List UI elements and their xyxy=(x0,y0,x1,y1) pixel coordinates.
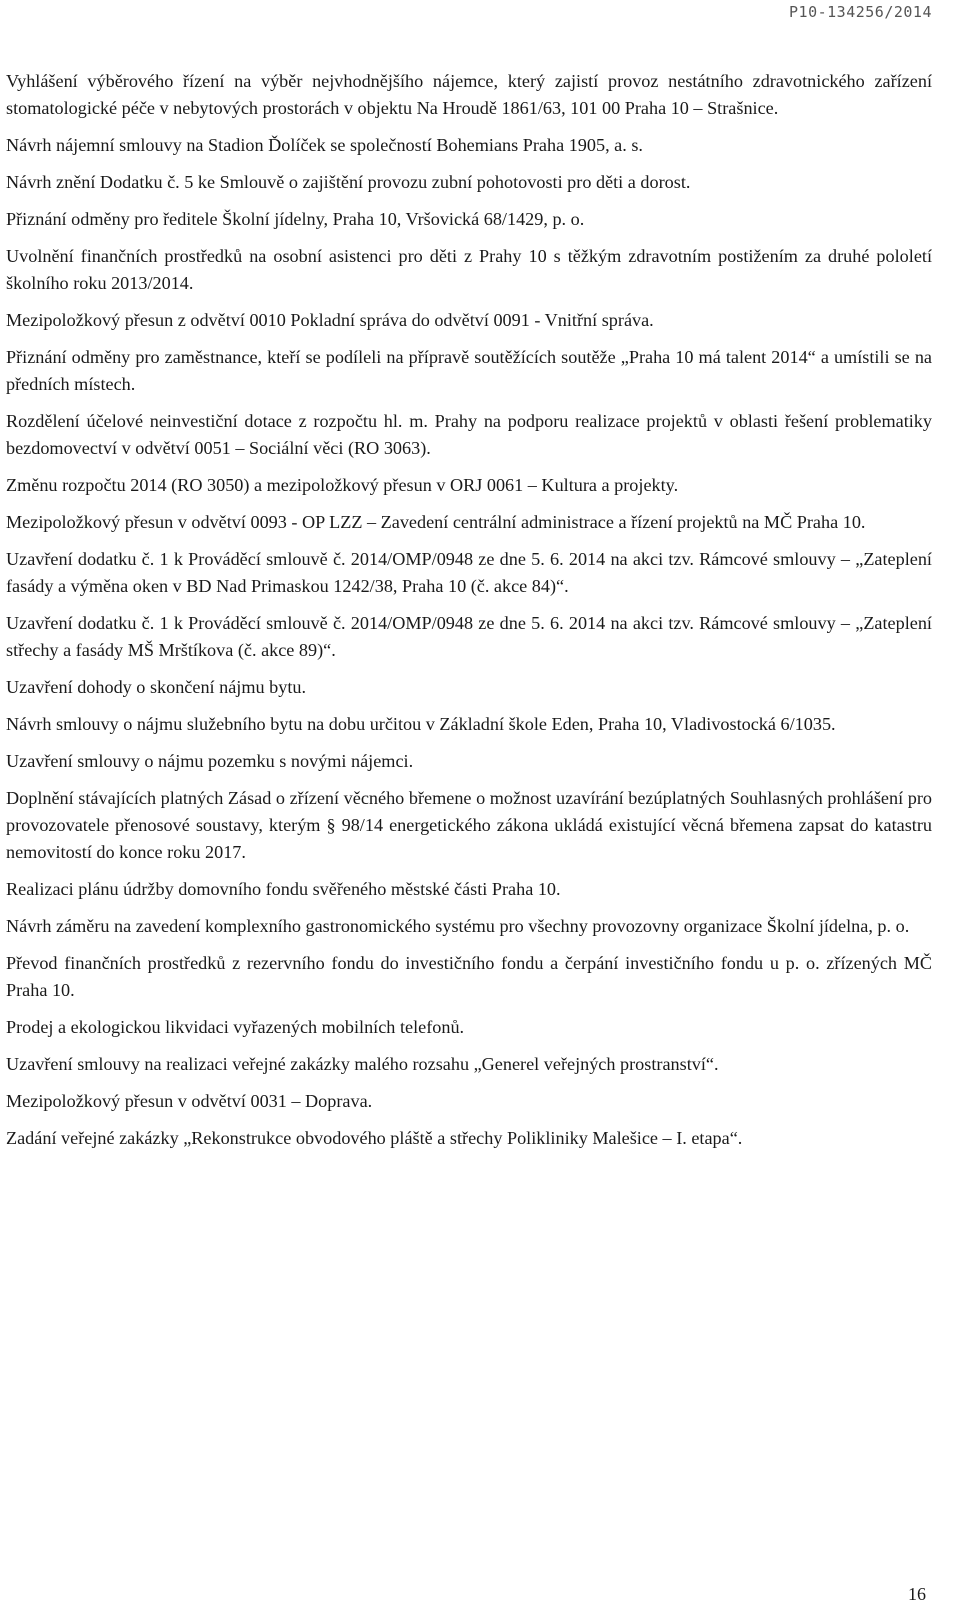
list-item: Návrh smlouvy o nájmu služebního bytu na dobu určitou v Základní škole Eden, Praha 10, Vladivostocká 6/1035. xyxy=(6,714,836,734)
list-item: Převod finančních prostředků z rezervního fondu do investičního fondu a čerpání investičního fondu u p. o. zřízených MČ Praha 10. xyxy=(6,953,932,1000)
list-item: Uzavření smlouvy na realizaci veřejné zakázky malého rozsahu „Generel veřejných prostranství“. xyxy=(6,1054,719,1074)
list-item: Doplnění stávajících platných Zásad o zřízení věcného břemene o možnost uzavírání bezúplatných Souhlasných prohlášení pro provozovatele přenosové soustavy, kterým § 98/14 energetického zákona ukládá existující věcná břemena zapsat do katastru nemovitostí do konce roku 2017. xyxy=(6,788,932,862)
list-item: Přiznání odměny pro ředitele Školní jídelny, Praha 10, Vršovická 68/1429, p. o. xyxy=(6,209,585,229)
document-id: P10-134256/2014 xyxy=(789,3,932,21)
list-item: Uzavření dodatku č. 1 k Prováděcí smlouvě č. 2014/OMP/0948 ze dne 5. 6. 2014 na akci tzv. Rámcové smlouvy – „Zateplení fasády a výměna oken v BD Nad Primaskou 1242/38, Praha 10 (č. akce 84)“. xyxy=(6,549,932,596)
list-item: Mezipoložkový přesun z odvětví 0010 Pokladní správa do odvětví 0091 - Vnitřní správa. xyxy=(6,310,654,330)
list-item: Prodej a ekologickou likvidaci vyřazených mobilních telefonů. xyxy=(6,1017,465,1037)
list-item: Přiznání odměny pro zaměstnance, kteří se podíleli na přípravě soutěžících soutěže „Praha 10 má talent 2014“ a umístili se na předních místech. xyxy=(6,347,932,394)
list-item: Mezipoložkový přesun v odvětví 0031 – Doprava. xyxy=(6,1091,373,1111)
list-item: Realizaci plánu údržby domovního fondu svěřeného městské části Praha 10. xyxy=(6,879,561,899)
list-item: Zadání veřejné zakázky „Rekonstrukce obvodového pláště a střechy Polikliniky Malešice – I. etapa“. xyxy=(6,1128,743,1148)
list-item: Vyhlášení výběrového řízení na výběr nejvhodnějšího nájemce, který zajistí provoz nestátního zdravotnického zařízení stomatologické péče v nebytových prostorách v objektu Na Hroudě 1861/63, 101 00 Praha 10 – Strašnice. xyxy=(6,71,932,118)
list-item: Návrh nájemní smlouvy na Stadion Ďolíček se společností Bohemians Praha 1905, a. s. xyxy=(6,135,643,155)
list-item: Uvolnění finančních prostředků na osobní asistenci pro děti z Prahy 10 s těžkým zdravotním postižením za druhé pololetí školního roku 2013/2014. xyxy=(6,246,932,293)
list-item: Uzavření smlouvy o nájmu pozemku s novými nájemci. xyxy=(6,751,414,771)
list-item: Návrh záměru na zavedení komplexního gastronomického systému pro všechny provozovny organizace Školní jídelna, p. o. xyxy=(6,916,910,936)
list-item: Návrh znění Dodatku č. 5 ke Smlouvě o zajištění provozu zubní pohotovosti pro děti a dorost. xyxy=(6,172,691,192)
page-number: 16 xyxy=(908,1584,926,1604)
list-item: Změnu rozpočtu 2014 (RO 3050) a mezipoložkový přesun v ORJ 0061 – Kultura a projekty. xyxy=(6,475,679,495)
resolution-list xyxy=(6,68,932,1162)
list-item: Rozdělení účelové neinvestiční dotace z rozpočtu hl. m. Prahy na podporu realizace projektů v oblasti řešení problematiky bezdomovectví v odvětví 0051 – Sociální věci (RO 3063). xyxy=(6,411,932,458)
list-item: Uzavření dodatku č. 1 k Prováděcí smlouvě č. 2014/OMP/0948 ze dne 5. 6. 2014 na akci tzv. Rámcové smlouvy – „Zateplení střechy a fasády MŠ Mrštíkova (č. akce 89)“. xyxy=(6,613,932,660)
list-item: Mezipoložkový přesun v odvětví 0093 - OP LZZ – Zavedení centrální administrace a řízení projektů na MČ Praha 10. xyxy=(6,512,866,532)
list-item: Uzavření dohody o skončení nájmu bytu. xyxy=(6,677,307,697)
